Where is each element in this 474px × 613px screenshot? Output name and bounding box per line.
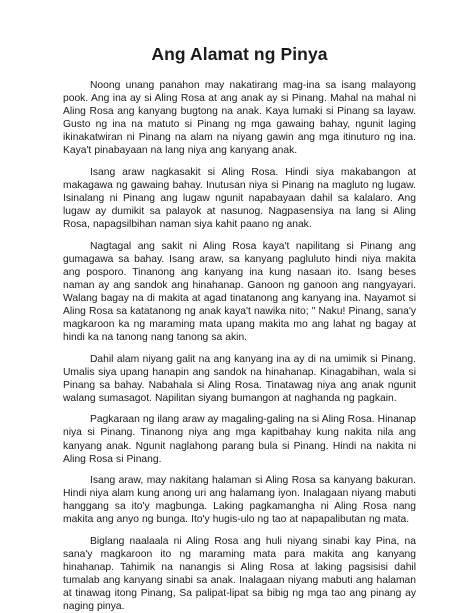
paragraph-7: Biglang naalaala ni Aling Rosa ang huli niyang sinabi kay Pina, na sana'y magkaroon ito ng maraming mata para makita ang kanyang hinahanap. Tahimik na nanangis si Aling Rosa at laking pagsisisi dahil tumalab ang kanyang sinabi sa anak. Inalagaan niyang mabuti ang halaman at tinawag itong Pinang, Sa palipat-lipat sa bibig ng mga tao ang pinang ay naging pinya. [63, 535, 416, 613]
paragraph-2: Isang araw nagkasakit si Aling Rosa. Hindi siya makabangon at makagawa ng gawaing bahay. Inutusan niya si Pinang na magluto ng lugaw. Isinalang ni Pinang ang lugaw ngunit napabayaan dahil sa kalalaro. Ang lugaw ay dumikit sa palayok at nasunog. Nagpasensiya na lang si Aling Rosa, napagsilbihan naman siya kahit paano ng anak. [63, 166, 416, 231]
paragraph-5: Pagkaraan ng ilang araw ay magaling-galing na si Aling Rosa. Hinanap niya si Pinang. Tinanong niya ang mga kapitbahay kung nakita nila ang kanyang anak. Ngunit naglahong parang bula si Pinang. Hindi na nakita ni Aling Rosa si Pinang. [63, 414, 416, 465]
paragraph-6: Isang araw, may nakitang halaman si Aling Rosa sa kanyang bakuran. Hindi niya alam kung anong uri ang halamang iyon. Inalagaan niyang mabuti hanggang sa ito'y magbunga. Laking pagkamangha ni Aling Rosa nang makita ang anyo ng bunga. Ito'y hugis-ulo ng tao at napapalibutan ng mata. [63, 475, 416, 526]
paragraph-4: Dahil alam niyang galit na ang kanyang ina ay di na umimik si Pinang. Umalis siya upang hanapin ang sandok na hinahanap. Kinagabihan, wala si Pinang sa bahay. Nabahala si Aling Rosa. Tinatawag niya ang anak ngunit walang sumasagot. Napilitan siyang bumangon at naghanda ng pagkain. [63, 353, 416, 404]
document-title: Ang Alamat ng Pinya [151, 44, 328, 64]
paragraph-1: Noong unang panahon may nakatirang mag-ina sa isang malayong pook. Ang ina ay si Aling Rosa at ang anak ay si Pinang. Mahal na mahal ni Aling Rosa ang kanyang bugtong na anak. Kaya lumaki si Pinang sa layaw. Gusto ng ina na matuto si Pinang ng mga gawaing bahay, ngunit laging ikinakatwiran ni Pinang na alam na niyang gawin ang mga itinuturo ng ina. Kaya't pinabayaan na lang niya ang kanyang anak. [63, 80, 416, 157]
paragraph-3: Nagtagal ang sakit ni Aling Rosa kaya't napilitang si Pinang ang gumagawa sa bahay. Isang araw, sa kanyang pagluluto hindi niya makita ang posporo. Tinanong ang kanyang ina kung nasaan ito. Isang beses naman ay ang sandok ang hinahanap. Ganoon ng ganoon ang nangyayari. Walang bagay na di makita at agad tinatanong ang kanyang ina. Nayamot si Aling Rosa sa katatanong ng anak kaya't nawika nito; " Naku! Pinang, sana'y magkaroon ka ng maraming mata upang makita mo ang lahat ng bagay at hindi ka na tanong nang tanong sa akin. [63, 240, 416, 344]
